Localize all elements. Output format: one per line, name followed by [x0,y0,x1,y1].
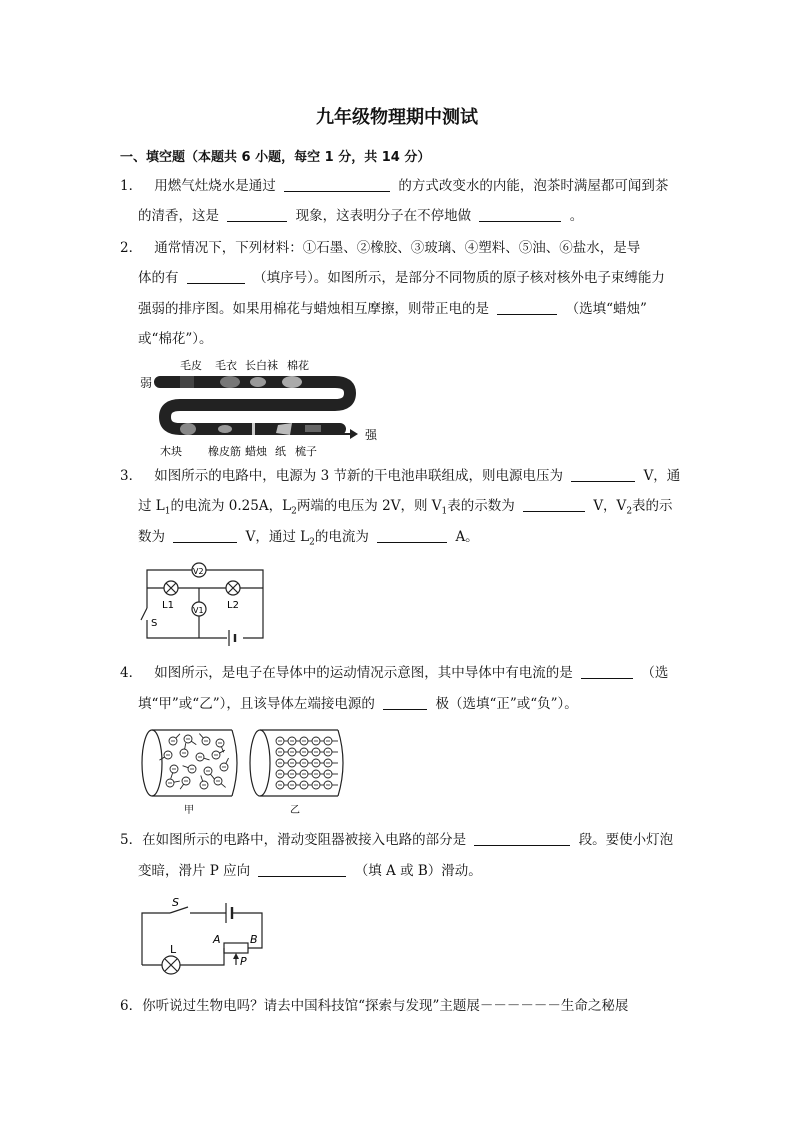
cotton-icon [282,376,302,388]
q2-blank-1[interactable] [187,269,245,284]
right-cylinder-left-end [250,730,270,796]
q3-blank-1[interactable] [571,467,635,482]
q3-blank-4[interactable] [377,528,447,543]
label-comb: 梳子 [295,445,317,458]
q3-text-c6: 表的示 [632,498,673,514]
q2-line3 [138,300,698,318]
page-title: 九年级物理期中测试 [316,107,478,128]
q1-blank-2[interactable] [227,207,287,222]
q1-text-d: 现象，这表明分子在不停地做 [295,208,472,224]
slider-arrow-icon [233,953,239,959]
q2-line2 [138,269,698,287]
q1-blank-1[interactable] [284,177,390,192]
q3-sub-l2: 2 [291,506,297,517]
q3-text-d1: 数为 [138,529,165,545]
q1-text-e: 。 [569,208,584,224]
q5-number: 5． [120,832,143,848]
q2-text-f: 或“棉花”）。 [138,331,213,347]
q6-line1 [120,997,680,1015]
right-cylinder-right-end [338,730,343,796]
q3-line3 [138,528,698,552]
electron-arrow [174,781,180,782]
q4-text-a: 如图所示，是电子在导体中的运动情况示意图，其中导体中有电流的是 [154,665,573,681]
left-cylinder-left-end [142,730,162,796]
section-heading: 一、填空题（本题共 6 小题，每空 1 分，共 14 分） [120,150,431,165]
q3-text-c4: 表的示数为 [447,498,515,514]
electron-arrow [180,784,184,789]
q3-circuit-diagram [135,558,275,648]
q2-line4 [138,330,698,348]
q4-text-b: （选 [641,665,669,681]
electron-arrow [201,776,203,782]
q4-text-c: 填“甲”或“乙”），且该导体左端接电源的 [138,696,375,712]
q6-number: 6． [120,998,143,1014]
l1-label: L1 [162,600,174,611]
electron-arrow [171,773,173,779]
label-weak: 弱 [140,376,153,390]
q3-text-a: 如图所示的电路中，电源为 3 节新的干电池串联组成，则电源电压为 [154,468,563,484]
label-jia: 甲 [184,805,194,816]
q5-text-c: 变暗，滑片 P 应向 [138,863,251,879]
electron-arrow [204,758,210,760]
random-electrons [159,734,228,790]
q2-text-a: 通常情况下，下列材料：①石墨、②橡胶、③玻璃、④塑料、⑤油、⑥盐水，是导 [154,240,641,256]
q5-text-d: （填 A 或 B）滑动。 [354,863,482,879]
q1-line1 [120,177,680,195]
label-paper: 纸 [275,445,286,458]
q5-switch-label: S [172,896,179,909]
q2-line1 [120,239,680,257]
label-wood: 木块 [160,445,182,458]
q6-text-a: 你听说过生物电吗？请去中国科技馆“探索与发现”主题展－－－－－－生命之秘展 [142,998,629,1014]
electron-arrow [221,784,226,788]
lower-wire [147,620,227,638]
q3-text-d4: A。 [455,529,479,545]
q2-text-b: 体的有 [138,270,179,286]
q2-text-e: （选填“蜡烛” [565,301,647,317]
fur-icon [180,376,194,388]
q1-number: 1． [120,178,143,194]
label-sweater: 毛衣 [215,359,237,372]
q3-text-d2: V，通过 L [245,529,310,545]
sweater-icon [220,376,240,388]
q5-blank-2[interactable] [258,862,346,877]
electron-arrow [176,734,180,738]
electron-arrow [191,741,196,744]
comb-icon [305,425,321,432]
q3-sub-v1: 1 [441,506,448,517]
q3-line1 [120,467,680,485]
rheostat-to-lamp [180,948,224,965]
q3-text-c3: 两端的电压为 2V，则 V [296,498,442,514]
label-candle: 蜡烛 [245,445,267,458]
q1-blank-3[interactable] [479,207,561,222]
q3-text-c1: 过 L [138,498,165,514]
q3-sub-v2: 2 [626,506,633,517]
electron-arrow [185,743,186,749]
q3-blank-2[interactable] [523,497,585,512]
q2-number: 2． [120,240,143,256]
electron-arrow [220,750,225,753]
q3-text-d3: 的电流为 [314,529,369,545]
q3-text-c2: 的电流为 0.25A，L [170,498,292,514]
q3-sub-l2b: 2 [309,537,315,548]
q3-sub-l1: 1 [164,506,171,517]
q1-line2 [138,207,698,225]
q4-line1 [120,664,680,682]
q1-text-c: 的清香，这是 [138,208,219,224]
sock-icon [250,377,266,387]
switch-lever [141,608,147,620]
q5-label-a: A [213,933,221,946]
rubber-icon [218,425,232,433]
q1-text-b: 的方式改变水的内能，泡茶时满屋都可闻到茶 [398,178,669,194]
q3-line2 [138,497,698,521]
label-yi: 乙 [290,805,300,816]
zigzag-band [160,382,350,429]
q1-text-a: 用燃气灶烧水是通过 [154,178,276,194]
v1-label: V1 [193,606,204,615]
electron-arrow [226,758,229,763]
q4-blank-1[interactable] [581,664,633,679]
q4-number: 4． [120,665,143,681]
q5-lamp-label: L [170,943,177,956]
q5-circuit-diagram [138,893,268,978]
q5-blank-1[interactable] [474,831,570,846]
label-rubber-band: 橡皮筋 [208,445,241,458]
label-sock: 长白袜 [245,359,278,372]
label-strong: 强 [365,428,378,442]
electron-arrow [210,774,214,779]
l2-label: L2 [227,600,239,611]
label-fur: 毛皮 [180,359,202,372]
q3-text-b: V，通 [643,468,681,484]
electron-arrow [183,766,189,768]
rheostat-icon [224,943,248,953]
wood-icon [180,423,196,435]
q2-text-d: 强弱的排序图。如果用棉花与蜡烛相互摩擦，则带正电的是 [138,301,489,317]
strong-arrow-head [350,429,358,439]
v2-label: V2 [193,567,204,576]
q4-text-d: 极（选填“正”或“负”）。 [435,696,578,712]
q2-blank-2[interactable] [497,300,557,315]
conductor-diagram [138,725,353,817]
label-cotton: 棉花 [287,359,309,372]
drifting-electrons [276,737,338,789]
switch-label: S [151,618,158,629]
q5-line1 [120,831,680,849]
q5-text-b: 段。要使小灯泡 [578,832,674,848]
q5-line2 [138,862,698,880]
candle-icon [252,423,255,435]
q3-blank-3[interactable] [173,528,237,543]
q4-line2 [138,695,698,713]
q5-label-b: B [250,933,258,946]
q3-number: 3． [120,468,143,484]
electron-binding-diagram [140,355,380,460]
q5-text-a: 在如图所示的电路中，滑动变阻器被接入电路的部分是 [142,832,467,848]
q2-text-c: （填序号）。如图所示，是部分不同物质的原子核对核外电子束缚能力 [253,270,665,286]
left-cylinder-right-end [232,730,237,796]
electron-arrow [199,734,203,738]
q4-blank-2[interactable] [383,695,427,710]
q5-label-p: P [240,955,247,968]
q3-text-c5: V，V [593,498,627,514]
